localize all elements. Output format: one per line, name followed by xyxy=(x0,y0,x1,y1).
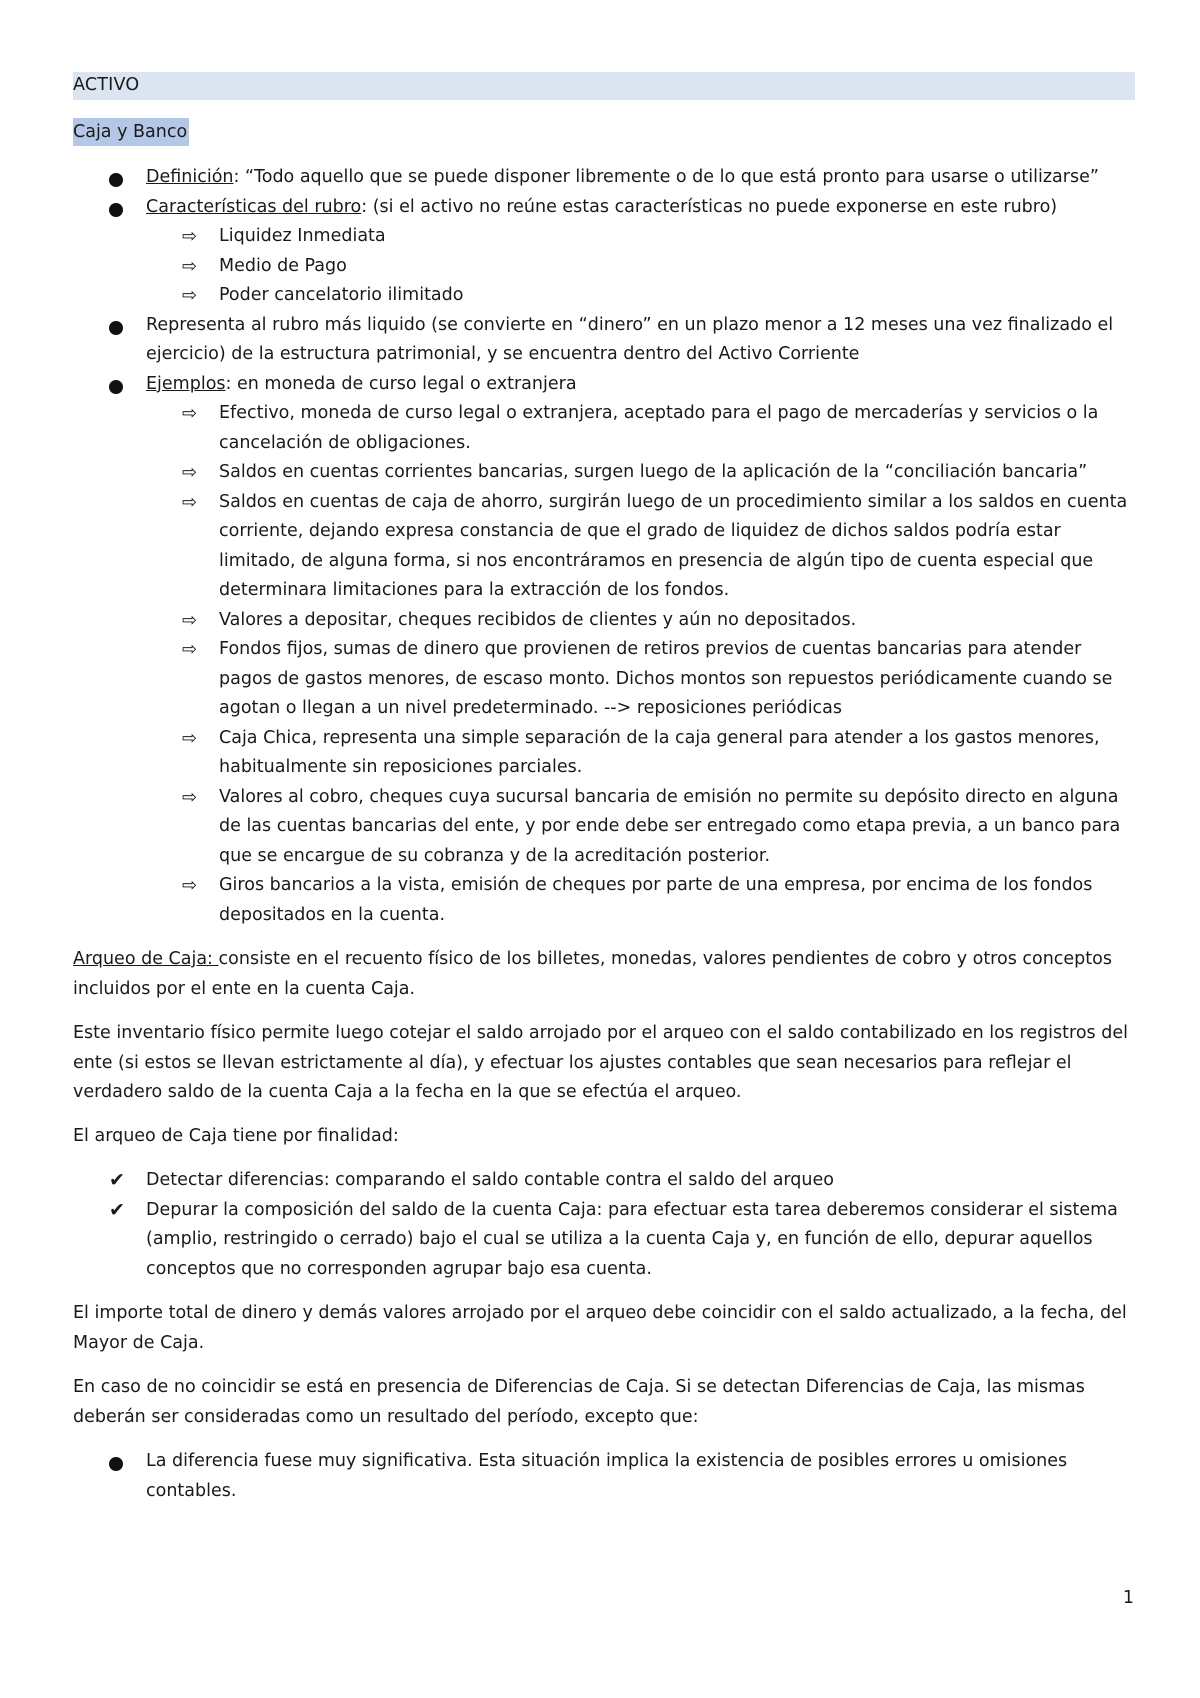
bullet-icon xyxy=(109,380,123,394)
sub-item-text: Medio de Pago xyxy=(219,255,347,276)
inventario-text: Este inventario físico permite luego cotejar el saldo arrojado por el arqueo con el saldo contabilizado en los registros del ente (si estos se llevan estrictamente al día), y efectuar los ajustes contables que sean necesarios para reflejar el verdadero saldo de la cuenta Caja a la fecha en la que se efectúa el arqueo. xyxy=(73,1023,1128,1102)
sub-item-text: Poder cancelatorio ilimitado xyxy=(219,285,464,305)
sub-item-text: Liquidez Inmediata xyxy=(219,226,386,246)
check-icon: ✔ xyxy=(109,1169,125,1191)
sub-item xyxy=(73,724,1135,783)
definicion-text: : “Todo aquello que se puede disponer libremente o de lo que está pronto para usarse o utilizarse” xyxy=(233,167,1099,187)
finalidad-paragraph xyxy=(73,1122,1135,1152)
list-item xyxy=(73,1447,1135,1506)
page-number: 1 xyxy=(1122,1588,1134,1608)
importe-text: El importe total de dinero y demás valores arrojado por el arqueo debe coincidir con el saldo actualizado, a la fecha, del Mayor de Caja. xyxy=(73,1303,1127,1353)
sub-item-text: Giros bancarios a la vista, emisión de cheques por parte de una empresa, por encima de los fondos depositados en la cuenta. xyxy=(219,875,1093,925)
bullet-icon xyxy=(109,203,123,217)
finalidad-list xyxy=(73,1166,1135,1284)
arrow-icon: ⇨ xyxy=(182,727,198,749)
subsection-heading: Caja y Banco xyxy=(73,118,189,146)
sub-item xyxy=(73,281,1135,311)
section-heading xyxy=(73,72,1135,100)
bullet-icon xyxy=(109,1457,123,1471)
ejemplos-term: Ejemplos xyxy=(146,373,226,394)
sub-item xyxy=(73,871,1135,930)
sub-item-text: Saldos en cuentas de caja de ahorro, surgirán luego de un procedimiento similar a los saldos en cuenta corriente, dejando expresa constancia de que el grado de liquidez de dichos saldos podría estar limitado, de alguna forma, si nos encontráramos en presencia de algún tipo de cuenta especial que determinara limitaciones para la extracción de los fondos. xyxy=(219,491,1128,600)
arrow-icon: ⇨ xyxy=(182,491,198,513)
arrow-icon: ⇨ xyxy=(182,875,198,896)
ejemplos-text: : en moneda de curso legal o extranjera xyxy=(225,373,577,394)
excepciones-list xyxy=(73,1447,1135,1506)
section-heading-text: ACTIVO xyxy=(73,75,140,95)
arrow-icon: ⇨ xyxy=(182,403,198,424)
list-item-caracteristicas xyxy=(73,193,1135,223)
sub-item-text: Valores al cobro, cheques cuya sucursal bancaria de emisión no permite su depósito directo en alguna de las cuentas bancarias del ente, y por ende debe ser entregado como etapa previa, a un banco para que se encargue de su cobranza y de la acreditación posterior. xyxy=(219,786,1121,866)
check-item-text: Depurar la composición del saldo de la cuenta Caja: para efectuar esta tarea deberemos considerar el sistema (amplio, restringido o cerrado) bajo el cual se utiliza a la cuenta Caja y, en función de ello, depurar aquellos conceptos que no corresponden agrupar bajo esa cuenta. xyxy=(146,1199,1118,1279)
check-item xyxy=(73,1166,1135,1196)
sub-item xyxy=(73,488,1135,606)
arrow-icon: ⇨ xyxy=(182,639,198,660)
sub-item-text: Saldos en cuentas corrientes bancarias, surgen luego de la aplicación de la “conciliación bancaria” xyxy=(219,462,1088,482)
arqueo-text: consiste en el recuento físico de los billetes, monedas, valores pendientes de cobro y otros conceptos incluidos por el ente en la cuenta Caja. xyxy=(73,949,1112,999)
definicion-term: Definición xyxy=(146,167,234,187)
excepcion-text: La diferencia fuese muy significativa. Esta situación implica la existencia de posibles errores u omisiones contables. xyxy=(146,1451,1068,1501)
representa-text: Representa al rubro más liquido (se convierte en “dinero” en un plazo menor a 12 meses una vez finalizado el ejercicio) de la estructura patrimonial, y se encuentra dentro del Activo Corriente xyxy=(146,314,1114,364)
arrow-icon: ⇨ xyxy=(182,226,198,247)
bullet-icon xyxy=(109,321,123,335)
list-item-definicion xyxy=(73,163,1135,193)
sub-item-text: Fondos fijos, sumas de dinero que provienen de retiros previos de cuentas bancarias para atender pagos de gastos menores, de escaso monto. Dichos montos son repuestos periódicamente cuando se agotan o llegan a un nivel predeterminado. --> reposiciones periódicas xyxy=(219,639,1113,718)
check-item-text: Detectar diferencias: comparando el saldo contable contra el saldo del arqueo xyxy=(146,1170,834,1190)
sub-item-text: Caja Chica, representa una simple separación de la caja general para atender a los gastos menores, habitualmente sin reposiciones parciales. xyxy=(219,727,1100,777)
sub-item xyxy=(73,635,1135,724)
finalidad-text: El arqueo de Caja tiene por finalidad: xyxy=(73,1126,399,1146)
caso-paragraph xyxy=(73,1373,1135,1432)
arrow-icon: ⇨ xyxy=(182,786,198,808)
sub-item xyxy=(73,222,1135,252)
arqueo-paragraph xyxy=(73,945,1135,1004)
caracteristicas-term: Características del rubro xyxy=(146,196,362,217)
sub-item xyxy=(73,399,1135,458)
sub-item xyxy=(73,458,1135,488)
check-item xyxy=(73,1196,1135,1285)
caracteristicas-text: : (si el activo no reúne estas características no puede exponerse en este rubro) xyxy=(361,196,1058,217)
caso-text: En caso de no coincidir se está en presencia de Diferencias de Caja. Si se detectan Diferencias de Caja, las mismas deberán ser consideradas como un resultado del período, excepto que: xyxy=(73,1377,1085,1427)
sub-item-text: Valores a depositar, cheques recibidos de clientes y aún no depositados. xyxy=(219,609,857,630)
sub-item xyxy=(73,606,1135,636)
inventario-paragraph xyxy=(73,1019,1135,1108)
importe-paragraph xyxy=(73,1299,1135,1358)
sub-item xyxy=(73,252,1135,282)
list-item-representa xyxy=(73,311,1135,370)
sub-item xyxy=(73,783,1135,872)
arrow-icon: ⇨ xyxy=(182,609,198,631)
caja-banco-list xyxy=(73,163,1135,930)
arrow-icon: ⇨ xyxy=(182,255,198,277)
list-item-ejemplos xyxy=(73,370,1135,400)
bullet-icon xyxy=(109,173,123,187)
arqueo-term: Arqueo de Caja: xyxy=(73,949,219,969)
check-icon: ✔ xyxy=(109,1198,125,1221)
arrow-icon: ⇨ xyxy=(182,462,198,483)
sub-item-text: Efectivo, moneda de curso legal o extranjera, aceptado para el pago de mercaderías y servicios o la cancelación de obligaciones. xyxy=(219,403,1099,453)
arrow-icon: ⇨ xyxy=(182,285,198,306)
